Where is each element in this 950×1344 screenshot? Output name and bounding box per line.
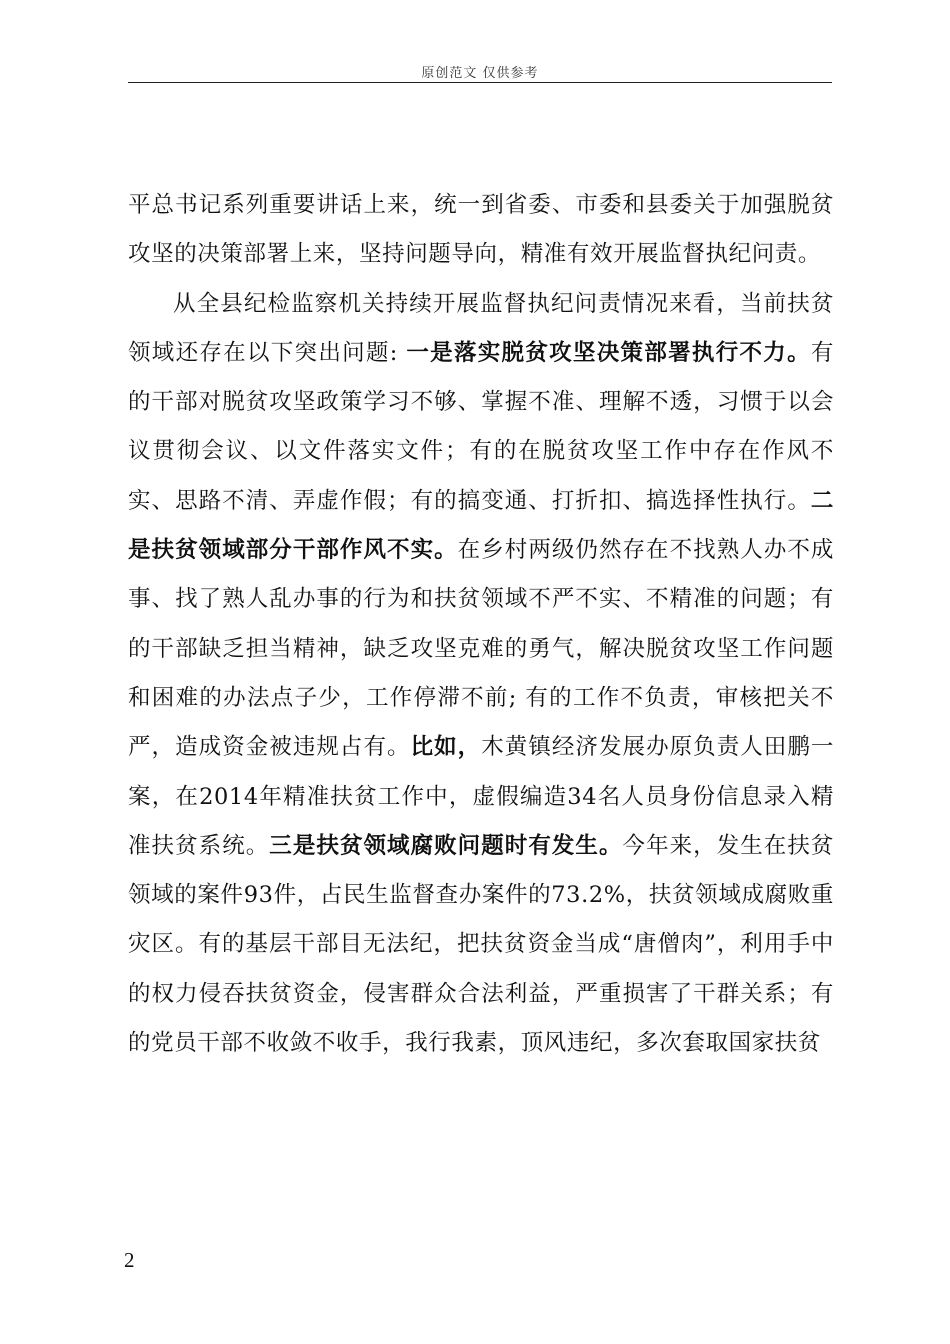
document-body — [128, 181, 834, 1068]
bold-heading-point-one: 一是落实脱贫攻坚决策部署执行不力。 — [406, 339, 811, 366]
bold-heading-point-three: 三是扶贫领域腐败问题时有发生。 — [269, 832, 623, 859]
paragraph-problems — [128, 280, 834, 1069]
page-number: 2 — [124, 1248, 135, 1272]
paragraph-text: 木黄镇经济发展办原负责人田鹏一案，在2014年精准扶贫工作中，虚假编造34名人员身份信息录入精准扶贫系统。 — [128, 734, 834, 859]
page-header: 原创范文 仅供参考 — [421, 66, 539, 81]
paragraph-text: 今年来，发生在扶贫领域的案件93件，占民生监督查办案件的73.2%，扶贫领域成腐败重灾区。有的基层干部目无法纪，把扶贫资金当成“唐僧肉”，利用手中的权力侵吞扶贫资金，侵害群众合法利益，严重损害了干群关系；有的党员干部不收敛不收手，我行我素，顶风违纪，多次套取国家扶贫 — [128, 832, 834, 1057]
header-divider — [128, 82, 832, 83]
paragraph-continuation: 平总书记系列重要讲话上来，统一到省委、市委和县委关于加强脱贫攻坚的决策部署上来，坚持问题导向，精准有效开展监督执纪问责。 — [128, 192, 834, 268]
paragraph-text: 在乡村两级仍然存在不找熟人办不成事、找了熟人乱办事的行为和扶贫领域不严不实、不精准的问题；有的干部缺乏担当精神，缺乏攻坚克难的勇气，解决脱贫攻坚工作问题和困难的办法点子少，工作停滞不前; 有的工作不负责，审核把关不严，造成资金被违规占有。 — [128, 537, 834, 761]
bold-example-label: 比如， — [410, 734, 482, 761]
paragraph-text: 有的干部对脱贫攻坚政策学习不够、掌握不准、理解不透，习惯于以会议贯彻会议、以文件落实文件；有的在脱贫攻坚工作中存在作风不实、思路不清、弄虚作假；有的搞变通、打折扣、搞选择性执行。 — [128, 339, 834, 514]
paragraph-text: 从全县纪检监察机关持续开展监督执纪问责情况来看，当前扶贫领域还存在以下突出问题: — [128, 290, 834, 366]
bold-heading-point-two: 二是扶贫领域部分干部作风不实。 — [128, 487, 834, 564]
